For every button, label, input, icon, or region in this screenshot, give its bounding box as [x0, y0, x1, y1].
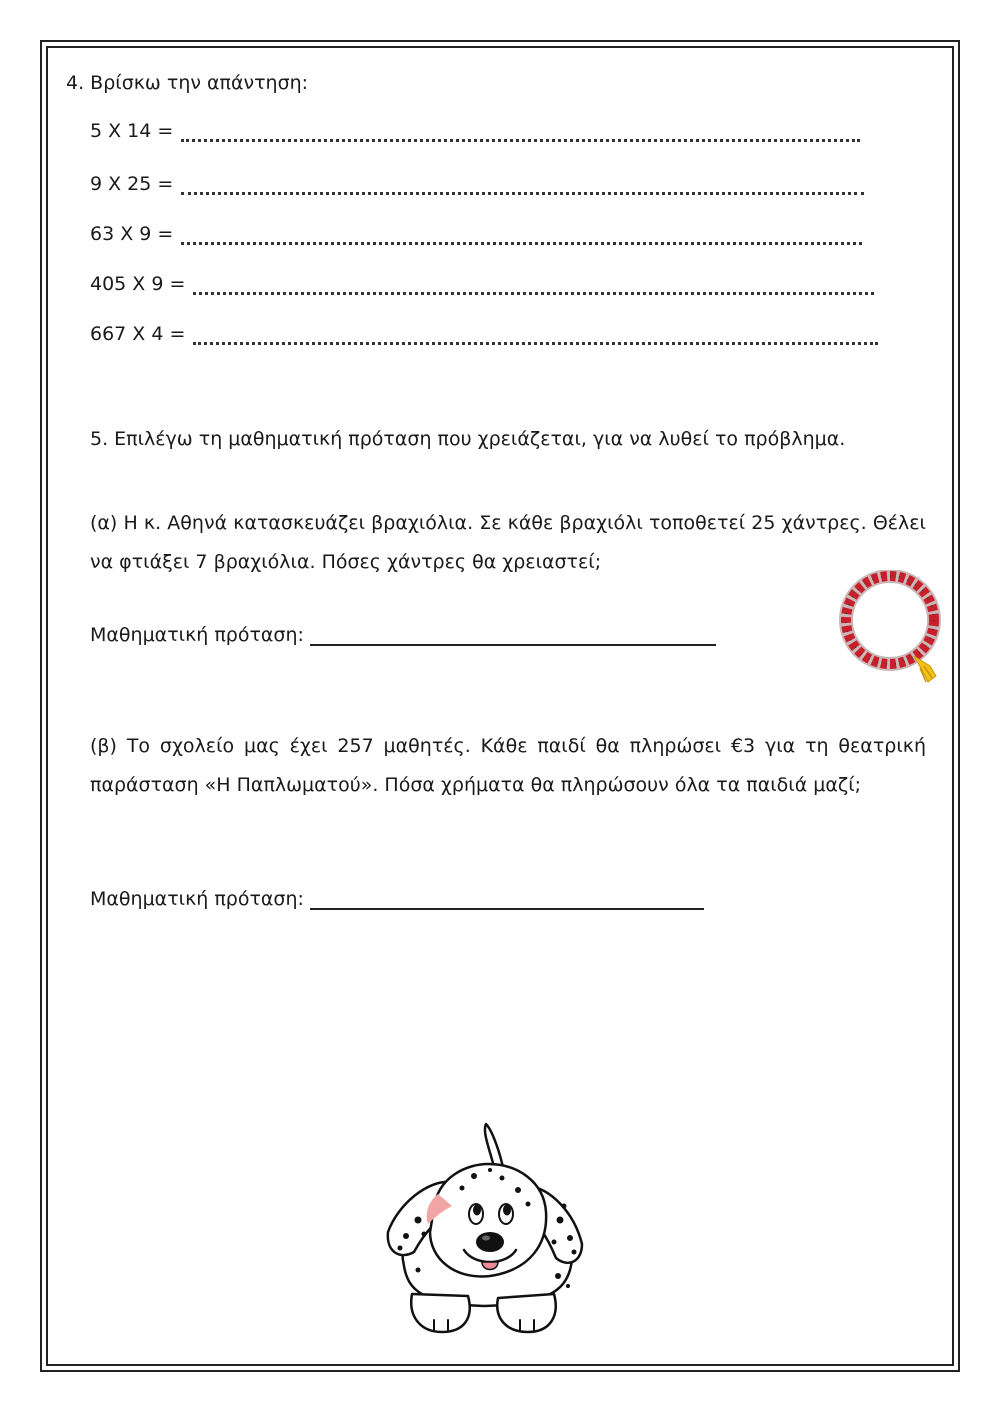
dalmatian-puppy-icon: [378, 1120, 590, 1342]
bracelet-icon: [836, 570, 944, 686]
problem-b-sentence-label: Μαθηματική πρόταση:: [90, 888, 304, 910]
problem-a-answer-line[interactable]: [310, 626, 716, 646]
answer-blank[interactable]: [181, 224, 862, 245]
equation-row: [90, 118, 860, 142]
equation-label: 63 Χ 9 =: [90, 223, 174, 245]
equation-row: [90, 271, 874, 295]
answer-blank[interactable]: [193, 274, 874, 295]
question-5-intro: 5. Επιλέγω τη μαθηματική πρόταση που χρειάζεται, για να λυθεί το πρόβλημα.: [90, 428, 846, 450]
equation-label: 5 Χ 14 =: [90, 120, 174, 142]
equation-row: [90, 171, 864, 195]
problem-a-text: (α) Η κ. Αθηνά κατασκευάζει βραχιόλια. Σε κάθε βραχιόλι τοποθετεί 25 χάντρες. Θέλει να φτιάξει 7 βραχιόλια. Πόσες χάντρες θα χρειαστεί;: [90, 512, 926, 573]
problem-a-sentence: [90, 624, 716, 646]
equation-row: [90, 221, 862, 245]
problem-b-answer-line[interactable]: [310, 890, 704, 910]
equation-label: 9 Χ 25 =: [90, 173, 174, 195]
equation-row: [90, 321, 878, 345]
question-4-heading: 4. Βρίσκω την απάντηση:: [66, 72, 309, 94]
equation-label: 405 Χ 9 =: [90, 273, 186, 295]
problem-a-sentence-label: Μαθηματική πρόταση:: [90, 624, 304, 646]
answer-blank[interactable]: [181, 174, 864, 195]
equation-label: 667 Χ 4 =: [90, 323, 186, 345]
answer-blank[interactable]: [181, 121, 860, 142]
problem-b-sentence: [90, 888, 704, 910]
answer-blank[interactable]: [193, 324, 878, 345]
problem-b-text: (β) Το σχολείο μας έχει 257 μαθητές. Κάθε παιδί θα πληρώσει €3 για τη θεατρική παράσταση «Η Παπλωματού». Πόσα χρήματα θα πληρώσουν όλα τα παιδιά μαζί;: [90, 735, 926, 796]
